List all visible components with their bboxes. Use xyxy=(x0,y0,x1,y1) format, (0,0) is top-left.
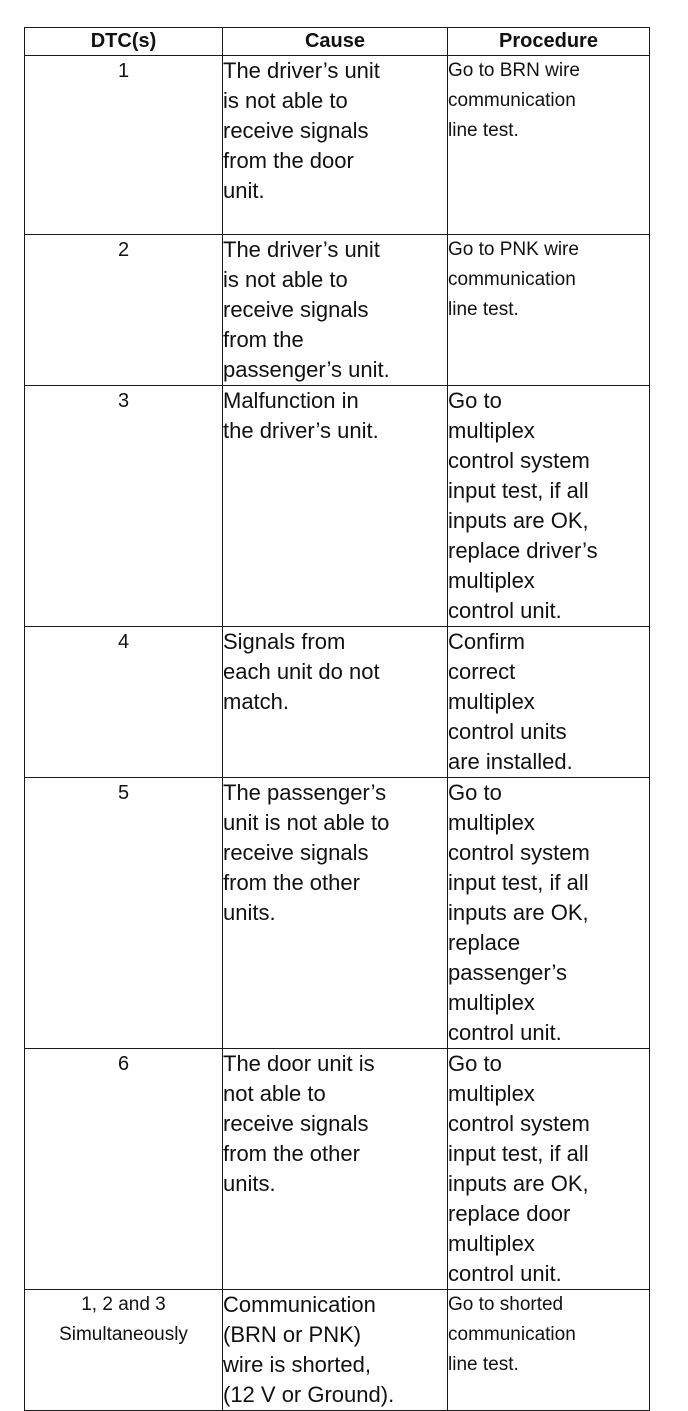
procedure-line: multiplex xyxy=(448,568,535,593)
cause-line: (12 V or Ground). xyxy=(223,1382,395,1407)
cause-line: The passenger’s xyxy=(223,780,387,805)
dtc-code-text: 5 xyxy=(117,782,130,804)
dtc-code-text: 6 xyxy=(117,1053,130,1075)
dtc-code-cell xyxy=(25,1049,223,1290)
procedure-line: line test. xyxy=(448,1354,519,1375)
procedure-line: Go to PNK wire xyxy=(448,239,579,260)
cause-line: from the other xyxy=(223,1141,360,1166)
cause-line: receive signals xyxy=(223,297,369,322)
table-row xyxy=(25,56,650,235)
procedure-line: Go to xyxy=(448,780,502,805)
dtc-code-cell xyxy=(25,627,223,778)
procedure-line: replace door xyxy=(448,1201,571,1226)
procedure-line: Go to xyxy=(448,1051,502,1076)
procedure-line: input test, if all xyxy=(448,478,589,503)
procedure-cell xyxy=(448,386,650,627)
cause-cell xyxy=(223,1049,448,1290)
procedure-line: inputs are OK, xyxy=(448,508,589,533)
table-row xyxy=(25,386,650,627)
cause-cell xyxy=(223,235,448,386)
procedure-line: replace driver’s xyxy=(448,538,598,563)
cause-cell xyxy=(223,386,448,627)
procedure-line: line test. xyxy=(448,120,519,141)
procedure-line: replace xyxy=(448,930,521,955)
procedure-cell xyxy=(448,56,650,235)
procedure-line: Go to BRN wire xyxy=(448,60,580,81)
cause-line: is not able to xyxy=(223,267,348,292)
dtc-code-text: Simultaneously xyxy=(59,1324,188,1345)
header-dtc: DTC(s) xyxy=(25,28,223,56)
table-row xyxy=(25,235,650,386)
procedure-line: communication xyxy=(448,90,576,111)
procedure-line: inputs are OK, xyxy=(448,1171,589,1196)
procedure-line: communication xyxy=(448,1324,576,1345)
procedure-line: passenger’s xyxy=(448,960,568,985)
procedure-line: multiplex xyxy=(448,1081,535,1106)
cause-line: Communication xyxy=(223,1292,376,1317)
procedure-cell xyxy=(448,1049,650,1290)
cause-line: The driver’s unit xyxy=(223,237,380,262)
procedure-line: control unit. xyxy=(448,598,562,623)
procedure-line: Confirm xyxy=(448,629,526,654)
cause-line: is not able to xyxy=(223,88,348,113)
dtc-code-text: 2 xyxy=(117,239,130,261)
cause-line: receive signals xyxy=(223,118,369,143)
header-procedure: Procedure xyxy=(448,28,650,56)
dtc-code-text: 1, 2 and 3 xyxy=(81,1294,166,1315)
cause-cell xyxy=(223,56,448,235)
dtc-code-text: 3 xyxy=(117,390,130,412)
header-cause: Cause xyxy=(223,28,448,56)
cause-line: Signals from xyxy=(223,629,346,654)
cause-line: units. xyxy=(223,1171,276,1196)
procedure-cell xyxy=(448,627,650,778)
cause-line: unit is not able to xyxy=(223,810,390,835)
procedure-line: input test, if all xyxy=(448,870,589,895)
cause-line: The driver’s unit xyxy=(223,58,380,83)
cause-line: Malfunction in xyxy=(223,388,359,413)
cause-line: (BRN or PNK) xyxy=(223,1322,362,1347)
cause-line: from the door xyxy=(223,148,354,173)
procedure-cell xyxy=(448,235,650,386)
cause-line: not able to xyxy=(223,1081,326,1106)
procedure-cell xyxy=(448,1290,650,1411)
procedure-line: Go to xyxy=(448,388,502,413)
cause-line: the driver’s unit. xyxy=(223,418,379,443)
procedure-line: multiplex xyxy=(448,990,535,1015)
dtc-code-text: 1 xyxy=(117,60,130,82)
procedure-line: input test, if all xyxy=(448,1141,589,1166)
dtc-table xyxy=(24,27,650,1411)
procedure-line: multiplex xyxy=(448,689,535,714)
procedure-line: inputs are OK, xyxy=(448,900,589,925)
dtc-code-text: 4 xyxy=(117,631,130,653)
cause-line: wire is shorted, xyxy=(223,1352,371,1377)
cause-cell xyxy=(223,778,448,1049)
table-row xyxy=(25,1049,650,1290)
cause-line: from the other xyxy=(223,870,360,895)
cause-line: unit. xyxy=(223,178,265,203)
procedure-cell xyxy=(448,778,650,1049)
cause-cell xyxy=(223,1290,448,1411)
procedure-line: control units xyxy=(448,719,567,744)
procedure-line: control system xyxy=(448,1111,590,1136)
procedure-line: control unit. xyxy=(448,1020,562,1045)
cause-line: receive signals xyxy=(223,840,369,865)
procedure-line: are installed. xyxy=(448,749,573,774)
cause-cell xyxy=(223,627,448,778)
cause-line: receive signals xyxy=(223,1111,369,1136)
procedure-line: control system xyxy=(448,840,590,865)
dtc-code-cell xyxy=(25,56,223,235)
procedure-line: control unit. xyxy=(448,1261,562,1286)
cause-line: match. xyxy=(223,689,290,714)
cause-line: each unit do not xyxy=(223,659,380,684)
procedure-line: multiplex xyxy=(448,1231,535,1256)
cause-line: The door unit is xyxy=(223,1051,375,1076)
table-row xyxy=(25,627,650,778)
table-row xyxy=(25,778,650,1049)
dtc-code-cell xyxy=(25,386,223,627)
procedure-line: control system xyxy=(448,448,590,473)
procedure-line: correct xyxy=(448,659,516,684)
procedure-line: multiplex xyxy=(448,418,535,443)
cause-line: units. xyxy=(223,900,276,925)
procedure-line: line test. xyxy=(448,299,519,320)
dtc-code-cell xyxy=(25,1290,223,1411)
cause-line: passenger’s unit. xyxy=(223,357,390,382)
cause-line: from the xyxy=(223,327,304,352)
table-row xyxy=(25,1290,650,1411)
dtc-code-cell xyxy=(25,235,223,386)
procedure-line: Go to shorted xyxy=(448,1294,564,1315)
header-row xyxy=(25,28,650,56)
dtc-code-cell xyxy=(25,778,223,1049)
procedure-line: multiplex xyxy=(448,810,535,835)
procedure-line: communication xyxy=(448,269,576,290)
